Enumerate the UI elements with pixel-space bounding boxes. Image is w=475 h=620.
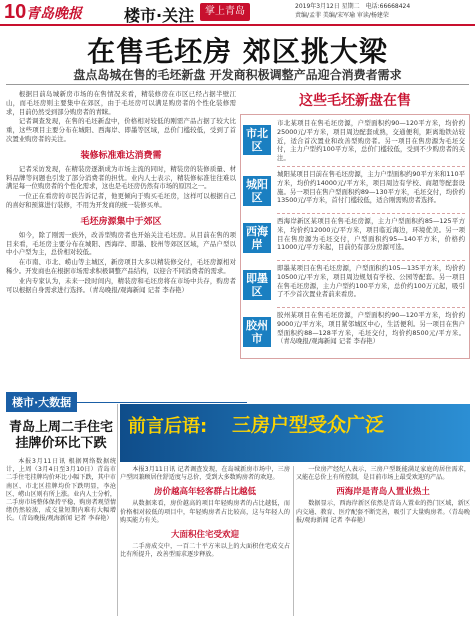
paragraph: 数据显示，西海岸新区依然是青岛人置业的热门区域，新区内交通、教育、医疗配套不断完善，吸引了大量购房者。（青岛晚报/观海新闻 记者 李春艳） [296,500,470,524]
block-label-tag: 楼市·大数据 [6,392,77,412]
paragraph: 在市南、市北、崂山等主城区，新房项目大多以精装修交付，毛坯房源相对稀少。开发商也在根据市场需求积极调整产品结构，以迎合不同消费者的需求。 [6,258,236,275]
masthead-meta [295,2,473,20]
subtitle: 房价越高年轻客群占比越低 [153,487,256,498]
article-text [6,458,116,524]
city-block-xihaian [246,216,465,257]
city-text: 市北某项目在售毛坯房源，户型面积约90—120平方米，均价约25000元/平方米，项目周边配套成熟，交通便利，距离地铁站较近，适合首次置业和改善型购房者。另一项目在售房源为毛坯交付，主力户型约100平方米，总价门槛较低，受到不少购房者的关注。 [277,119,465,163]
meta-date: 2019年3月12日 星期二 电话:66668424 [295,3,411,10]
paragraph: 二手房成交中，一百二十平方米以上的大面积住宅成交占比有所提升，改善型需求逐步释放。 [120,543,290,559]
page-subhead: 盘点岛城在售的毛坯新盘 开发商积极调整产品迎合消费者需求 [73,68,402,82]
bottom-mid-article [120,466,290,560]
article-text [120,500,290,525]
city-tag: 城阳区 [243,176,271,206]
left-article [6,90,236,295]
city-block-jiaozhou [246,310,465,351]
city-block-jimo [246,263,465,304]
left-section-3 [6,231,236,295]
divider [277,260,465,261]
article-text [120,543,290,559]
paragraph: 记者调查发现，在售的毛坯新盘中，价格相对较低的刚需产品占据了较大比重，这些项目主要分布在城阳、西海岸、即墨等区域，总价门槛较低，受到了首次置业购房者的关注。 [6,117,236,143]
subtitle: 西海岸是青岛人置业热土 [336,487,430,498]
newspaper-brand: 青岛晚报 [26,6,82,22]
divider [277,307,465,308]
bottom-left-article [6,414,116,525]
paragraph: 记者采访发现，在精装房逐渐成为市场主流的同时，精装房的装修质量、材料品牌等问题也引发了部分消费者的担忧。业内人士表示，精装修标准往往难以满足每一位购房者的个性化需求，这也是毛坯房仍然有市场的原因之一。 [6,164,236,191]
subtitle: 大面积住宅受欢迎 [170,530,239,541]
city-block-shibei [246,119,465,163]
city-text: 城阳某项目目前在售毛坯房源，主力户型面积约90平方米和110平方米，均价约14000元/平方米，项目周边有学校、商超等配套设施。另一项目在售户型面积约89—130平方米，毛坯交付，均价约13500元/平方米，首付门槛较低，适合刚需购房者选择。 [277,169,465,205]
article-text [120,466,290,482]
recommend-box [240,90,470,359]
recommend-title: 这些毛坯新盘在售 [299,93,411,109]
subtitle-decoration: 装修标准难达消费需 [80,150,162,161]
page-headline: 在售毛坯房 郊区挑大梁 [87,35,388,68]
banner [120,404,470,462]
paragraph: 本报3月11日讯 根据网络数据统计，上周（3月4日至3月10日）青岛市二手住宅挂牌均价环比小幅下跌，其中市南区、市北区挂牌均价下跌明显，李沧区、崂山区则有所上涨。业内人士分析，二手房市场整体保持平稳，购房者观望情绪仍然较浓，成交量短期内难有大幅增长。（青岛晚报/观海新闻 记者 李春艳） [6,458,116,523]
article-text [296,466,470,482]
city-block-chengyang [246,169,465,210]
paragraph: 根据目前岛城新房市场的在售情况来看，精装修房在市区已经占据半壁江山，而毛坯房则主要集中在郊区，由于毛坯房可以满足购房者的个性化装修需求，目前仍然受到部分购房者的青睐。 [6,90,236,116]
city-text: 胶州某项目在售毛坯房源，户型面积约90—120平方米，均价约9000元/平方米，项目紧邻城区中心，生活便利。另一项目在售户型面积约88—128平方米，毛坯交付，均价约8500元/平方米。（青岛晚报/观海新闻 记者 李春艳） [277,310,465,346]
article-title: 青岛上周二手住宅挂牌价环比下跌 [8,420,113,451]
section-title: 楼市·关注 [124,6,195,25]
subtitle-suburbs: 毛坯房源集中于郊区 [80,216,162,227]
city-tag: 胶州市 [243,317,271,347]
paragraph: 如今，除了刚需一族外，改善型购房者也开始关注毛坯房。从目前在售的项目来看，毛坯房主要分布在城阳、西海岸、即墨、胶州等郊区区域，产品户型以中小户型为主，总价相对较低。 [6,230,236,257]
bottom-right-article [296,466,470,526]
column-divider [117,404,118,616]
city-tag: 市北区 [243,125,271,155]
block-label-line [77,402,247,403]
paragraph: 从数据来看，房价越高的项目年轻购房者的占比越低，而价格相对较低的项目中，年轻购房者占比较高，这与年轻人的购买能力有关。 [120,500,290,524]
paragraph: 本报3月11日讯 记者调查发现，在岛城新房市场中，三房户型因兼顾居住舒适度与总价，受到大多数购房者的欢迎。 [120,466,290,482]
paragraph: 业内专家认为，未来一段时间内，精装房和毛坯房将在市场中共存，购房者可以根据自身需求进行选择。（青岛晚报/观海新闻 记者 李春艳） [6,276,236,294]
paragraph: 一位房产经纪人表示，三房户型既能满足家庭的居住需求，又能在总价上有所控制，是目前市场上最受欢迎的产品。 [296,466,470,482]
city-text: 即墨某项目在售毛坯房源，户型面积约105—135平方米，均价约10500元/平方米，项目周边规划有学校、公园等配套。另一项目在售毛坯房源，主力户型约100平方米，总价约100万元起，吸引了不少首次置业者前来看房。 [277,263,465,299]
masthead [0,0,475,26]
article-text [296,500,470,525]
recommend-frame [240,114,470,359]
column-divider [293,466,294,616]
city-tag: 西海岸 [243,223,271,253]
city-text: 西海岸新区某项目在售毛坯房源，主力户型面积约85—125平方米，均价约12000元/平方米，项目临近海边，环境优美。另一项目在售房源为毛坯交付，户型面积约95—140平方米，价格约11000元/平方米起，目前仍有部分房源可选。 [277,216,465,252]
app-badge: 掌上青岛 [200,3,250,21]
divider [6,84,469,85]
divider [277,166,465,167]
left-intro [6,90,236,144]
meta-editors: 责编/孟菲 美编/宋军瑜 审读/杨建荣 [295,12,389,19]
banner-kicker: 前言后语: [128,416,208,437]
left-section-2 [6,165,236,210]
divider [277,213,465,214]
paragraph: 一位正在看房的市民告诉记者，他更倾向于购买毛坯房，这样可以根据自己的喜好和预算进行装修，不用为开发商的统一装修买单。 [6,192,236,209]
page-number: 10 [4,1,27,23]
city-tag: 即墨区 [243,270,271,300]
banner-title: 三房户型受众广泛 [232,414,385,436]
